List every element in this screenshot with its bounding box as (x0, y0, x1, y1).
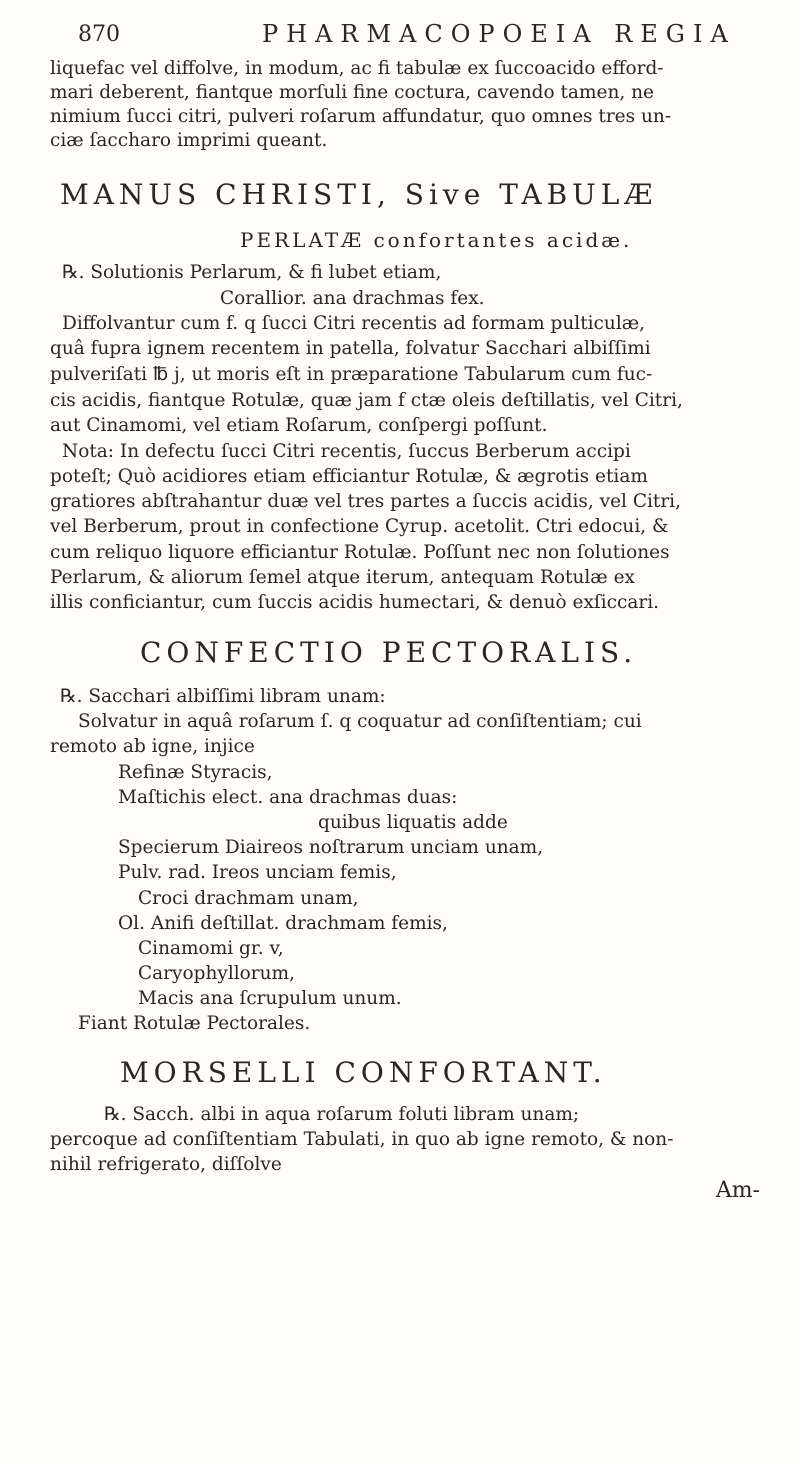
recipe-line: Perlarum, & aliorum ſemel atque iterum, antequam Rotulæ ex (50, 567, 635, 588)
recipe-line: Corallior. ana drachmas fex. (220, 288, 485, 309)
page-number: 870 (78, 22, 120, 47)
text-line: mari deberent, fiantque morſuli fine coctura, cavendo tamen, ne (50, 82, 654, 103)
recipe-line: Macis ana ſcrupulum unum. (138, 988, 402, 1009)
recipe-line: Diffolvantur cum f. q ſucci Citri recentis ad formam pulticulæ, (62, 313, 646, 334)
text-line: liquefac vel diffolve, in modum, ac fi tabulæ ex ſuccoacido efford- (50, 58, 664, 79)
recipe-line: cum reliquo liquore efficiantur Rotulæ. Poſſunt nec non ſolutiones (50, 542, 670, 563)
recipe-line: Cinamomi gr. v, (138, 938, 284, 959)
recipe-line: nihil refrigerato, diſſolve (50, 1154, 282, 1175)
recipe-line: Maſtichis elect. ana drachmas duas: (118, 787, 458, 808)
section-title: CONFECTIO PECTORALIS. (140, 636, 638, 669)
recipe-line: Refinæ Styracis, (118, 762, 273, 783)
catchword: Am- (715, 1178, 760, 1203)
recipe-line: Pulv. rad. Ireos unciam femis, (118, 862, 397, 883)
recipe-line: gratiores abſtrahantur duæ vel tres partes a ſuccis acidis, vel Citri, (50, 491, 681, 512)
recipe-line: quâ fupra ignem recentem in patella, folvatur Sacchari albiſſimi (50, 338, 651, 359)
recipe-line: Solvatur in aquâ roſarum ſ. q coquatur ad conſiſtentiam; cui (78, 711, 642, 732)
recipe-line: illis conficiantur, cum ſuccis acidis humectari, & denuò exſiccari. (50, 592, 660, 613)
recipe-line: cis acidis, fiantque Rotulæ, quæ jam f ctæ oleis deſtillatis, vel Citri, (50, 390, 683, 411)
text-line: nimium ſucci citri, pulveri roſarum affundatur, quo omnes tres un- (50, 106, 672, 127)
recipe-line: vel Berberum, prout in confectione Cyrup. acetolit. Ctri edocui, & (50, 516, 669, 537)
recipe-line: quibus liquatis adde (318, 812, 508, 833)
recipe-line: ℞. Solutionis Perlarum, & fi lubet etiam, (62, 262, 442, 283)
running-title: PHARMACOPOEIA REGIA (262, 20, 736, 48)
recipe-line: Nota: In defectu ſucci Citri recentis, ſuccus Berberum accipi (62, 441, 631, 462)
recipe-line: remoto ab igne, injice (50, 736, 255, 757)
recipe-line: ℞. Sacchari albiſſimi libram unam: (60, 686, 386, 707)
recipe-line: aut Cinamomi, vel etiam Roſarum, conſpergi poſſunt. (50, 415, 548, 436)
text-line: ciæ ſaccharo imprimi queant. (50, 130, 328, 151)
recipe-line: Fiant Rotulæ Pectorales. (78, 1013, 311, 1034)
recipe-line: poteſt; Quò acidiores etiam efficiantur Rotulæ, & ægrotis etiam (50, 466, 648, 487)
recipe-line: Ol. Anifi deſtillat. drachmam femis, (118, 913, 448, 934)
section-title: MANUS CHRISTI, Sive TABULÆ (60, 178, 658, 211)
recipe-line: ℞. Sacch. albi in aqua roſarum foluti libram unam; (104, 1104, 580, 1125)
recipe-line: percoque ad conſiſtentiam Tabulati, in quo ab igne remoto, & non- (50, 1129, 674, 1150)
section-title: MORSELLI CONFORTANT. (120, 1056, 607, 1089)
section-subtitle: PERLATÆ confortantes acidæ. (240, 228, 633, 252)
recipe-line: Specierum Diaireos noſtrarum unciam unam, (118, 837, 544, 858)
recipe-line: Croci drachmam unam, (138, 888, 359, 909)
recipe-line: pulveriſati ℔ j, ut moris eſt in præparatione Tabularum cum fuc- (50, 364, 653, 385)
recipe-line: Caryophyllorum, (138, 963, 295, 984)
